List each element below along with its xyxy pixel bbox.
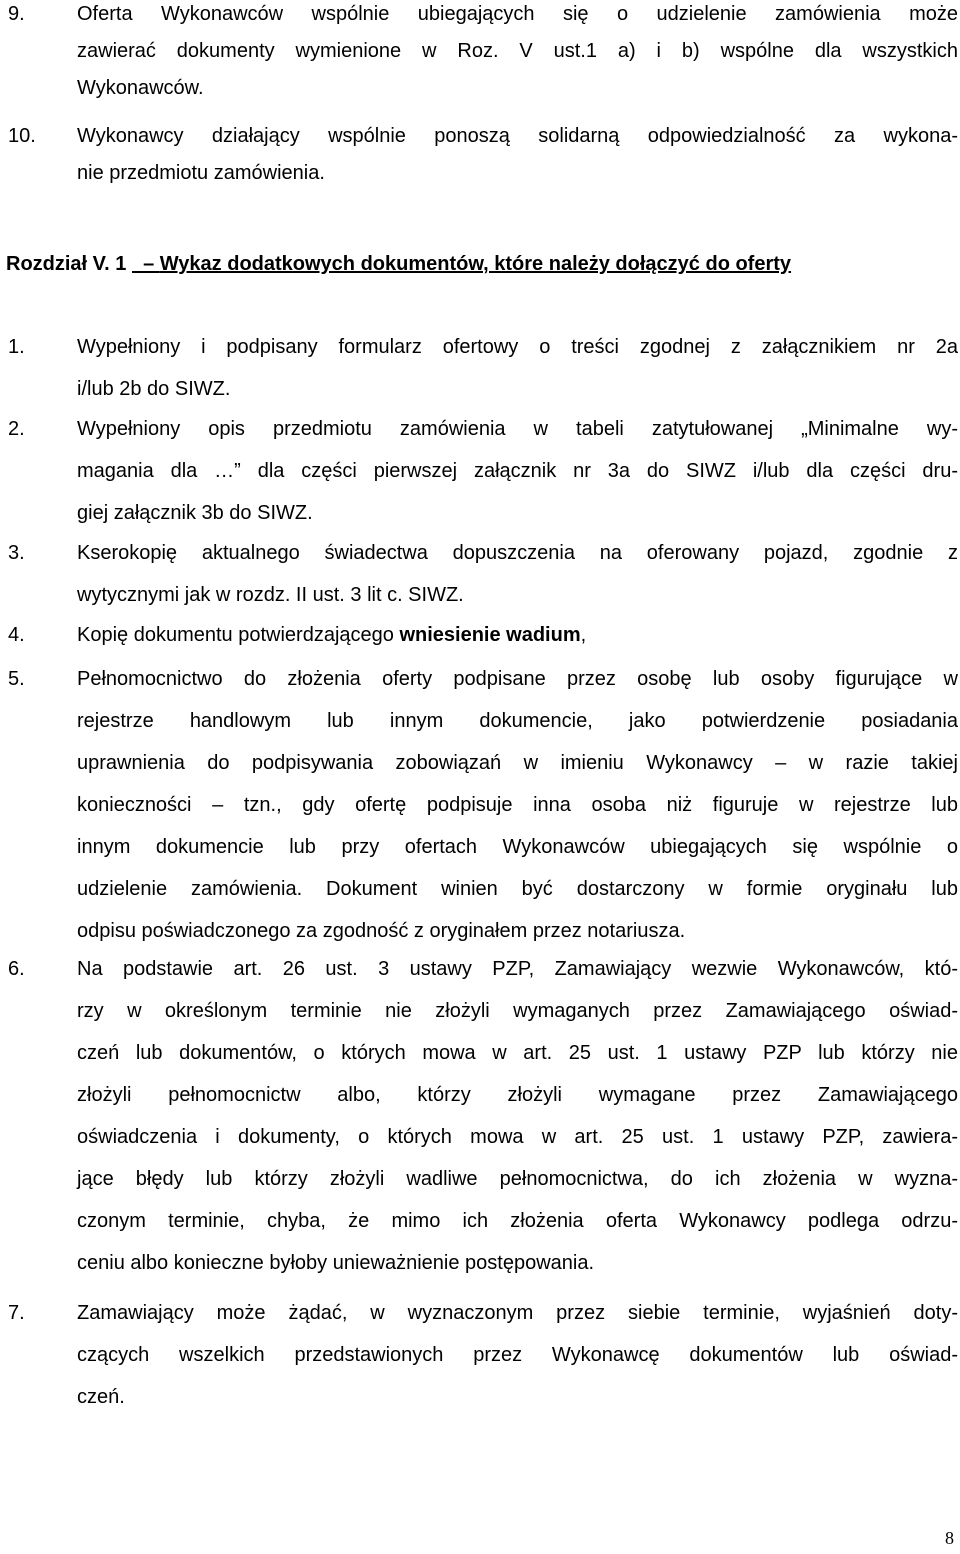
item-text-line: Zamawiający może żądać, w wyznaczonym przez siebie terminie, wyjaśnień doty- [77,1302,958,1324]
item-text-line: czeń. [77,1386,125,1408]
chapter-prefix: Rozdział V. 1 [6,253,127,275]
item-text-line: Wykonawców. [77,77,204,99]
item-number: 10. [8,125,36,147]
item-text-line: konieczności – tzn., gdy ofertę podpisuje inna osoba niż figuruje w rejestrze lub [77,794,958,816]
item-text-line: czonym terminie, chyba, że mimo ich złożenia oferta Wykonawcy podlega odrzu- [77,1210,958,1232]
item-text-line: złożyli pełnomocnictw albo, którzy złożyli wymagane przez Zamawiającego [77,1084,958,1106]
item-number: 6. [8,958,25,980]
chapter-heading [6,246,956,282]
item-text-line: Wykonawcy działający wspólnie ponoszą solidarną odpowiedzialność za wykona- [77,125,958,147]
chapter-title: – Wykaz dodatkowych dokumentów, które należy dołączyć do oferty [131,253,792,275]
item-number: 4. [8,624,25,646]
item-text-line: giej załącznik 3b do SIWZ. [77,502,313,524]
item-number: 1. [8,336,25,358]
item-text-line: ceniu albo konieczne byłoby unieważnienie postępowania. [77,1252,595,1274]
bold-phrase: wniesienie wadium [399,624,581,646]
item-text-line: oświadczenia i dokumenty, o których mowa w art. 25 ust. 1 ustawy PZP, zawiera- [77,1126,958,1148]
item-text-line: Na podstawie art. 26 ust. 3 ustawy PZP, Zamawiający wezwie Wykonawców, któ- [77,958,958,980]
item-text-line: Kopię dokumentu potwierdzającego wniesienie wadium, [77,624,587,646]
item-number: 2. [8,418,25,440]
item-number: 9. [8,3,25,25]
item-text-line: innym dokumencie lub przy ofertach Wykonawców ubiegających się wspólnie o [77,836,958,858]
item-text-line: zawierać dokumenty wymienione w Roz. V ust.1 a) i b) wspólne dla wszystkich [77,40,958,62]
item-text-line: Oferta Wykonawców wspólnie ubiegających się o udzielenie zamówienia może [77,3,958,25]
item-text-line: nie przedmiotu zamówienia. [77,162,325,184]
item-text-line: wytycznymi jak w rozdz. II ust. 3 lit c. SIWZ. [77,584,464,606]
item-number: 5. [8,668,25,690]
item-text-line: czących wszelkich przedstawionych przez Wykonawcę dokumentów lub oświad- [77,1344,958,1366]
item-text-line: magania dla …” dla części pierwszej załącznik nr 3a do SIWZ i/lub dla części dru- [77,460,958,482]
item-text-line: udzielenie zamówienia. Dokument winien być dostarczony w formie oryginału lub [77,878,958,900]
item-text-line: rzy w określonym terminie nie złożyli wymaganych przez Zamawiającego oświad- [77,1000,958,1022]
page-number: 8 [945,1528,954,1548]
item-text-line: rejestrze handlowym lub innym dokumencie, jako potwierdzenie posiadania [77,710,958,732]
item-text-line: Wypełniony opis przedmiotu zamówienia w tabeli zatytułowanej „Minimalne wy- [77,418,958,440]
item-text-line: uprawnienia do podpisywania zobowiązań w imieniu Wykonawcy – w razie takiej [77,752,958,774]
item-text-line: jące błędy lub którzy złożyli wadliwe pełnomocnictwa, do ich złożenia w wyzna- [77,1168,958,1190]
item-text-line: i/lub 2b do SIWZ. [77,378,231,400]
item-number: 7. [8,1302,25,1324]
item-text-line: Kserokopię aktualnego świadectwa dopuszczenia na oferowany pojazd, zgodnie z [77,542,958,564]
item-text-line: czeń lub dokumentów, o których mowa w art. 25 ust. 1 ustawy PZP lub którzy nie [77,1042,958,1064]
item-number: 3. [8,542,25,564]
item-text-line: Wypełniony i podpisany formularz ofertowy o treści zgodnej z załącznikiem nr 2a [77,336,958,358]
item-text-line: Pełnomocnictwo do złożenia oferty podpisane przez osobę lub osoby figurujące w [77,668,958,690]
item-text-line: odpisu poświadczonego za zgodność z oryginałem przez notariusza. [77,920,686,942]
